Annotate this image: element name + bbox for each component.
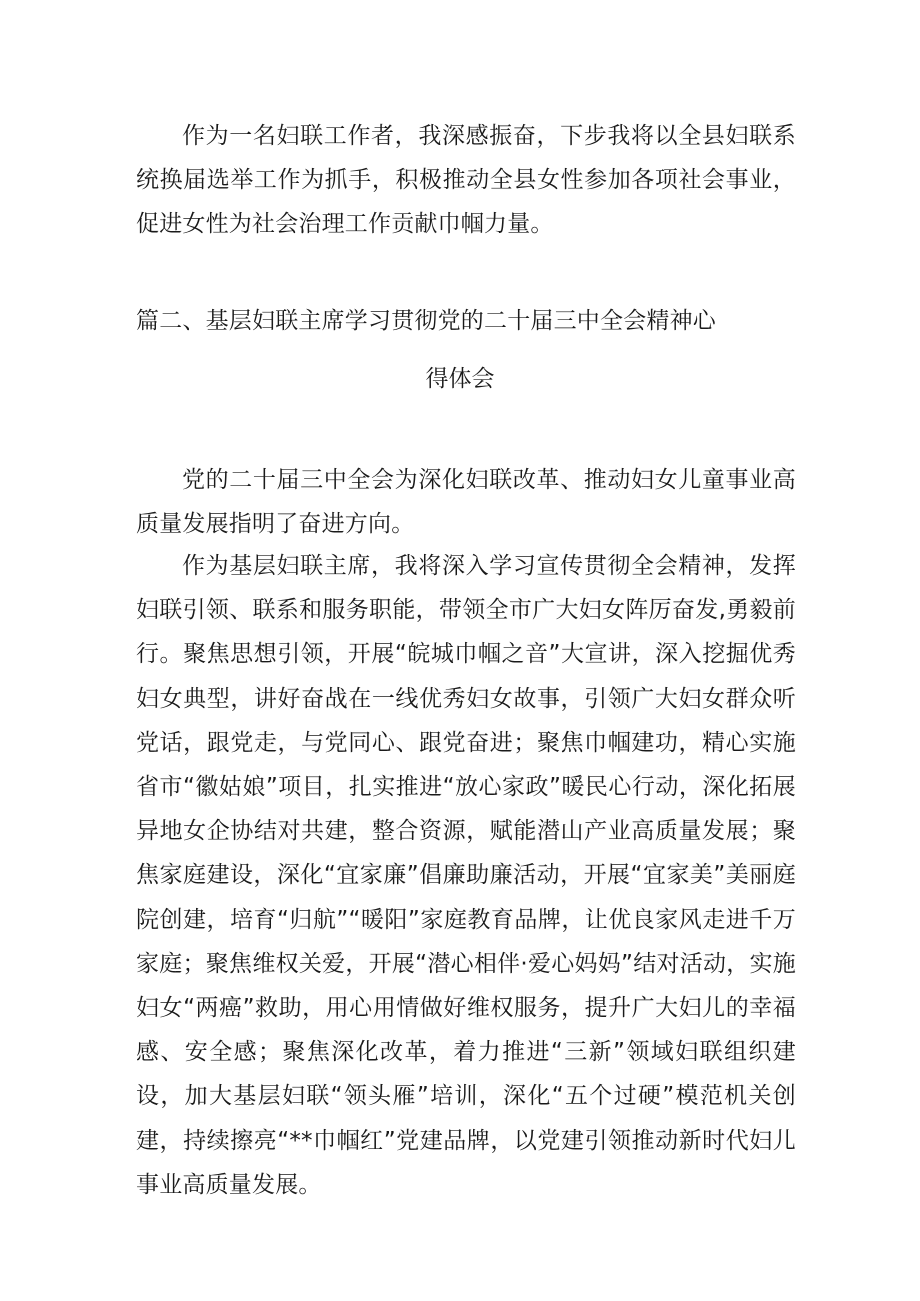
- section-heading-line-2: 得体会: [425, 366, 495, 392]
- paragraph-intro-conclusion: 作为一名妇联工作者，我深感振奋，下步我将以全县妇联系统换届选举工作为抓手，积极推动全县女性参加各项社会事业，促进女性为社会治理工作贡献巾帼力量。: [136, 123, 796, 238]
- section-heading-line-1: 篇二、基层妇联主席学习贯彻党的二十届三中全会精神心: [136, 308, 716, 334]
- paragraph-body: 作为基层妇联主席，我将深入学习宣传贯彻全会精神，发挥妇联引领、联系和服务职能，带领全市广大妇女阵厉奋发,勇毅前行。聚焦思想引领，开展“皖城巾帼之音”大宣讲，深入挖掘优秀妇女典型，讲好奋战在一线优秀妇女故事，引领广大妇女群众听党话，跟党走，与党同心、跟党奋进；聚焦巾帼建功，精心实施省市“徽姑娘”项目，扎实推进“放心家政”暖民心行动，深化拓展异地女企协结对共建，整合资源，赋能潜山产业高质量发展；聚焦家庭建设，深化“宜家廉”倡廉助廉活动，开展“宜家美”美丽庭院创建，培育“归航”“暖阳”家庭教育品牌，让优良家风走进千万家庭；聚焦维权关爱，开展“潜心相伴·爱心妈妈”结对活动，实施妇女“两癌”救助，用心用情做好维权服务，提升广大妇儿的幸福感、安全感；聚焦深化改革，着力推进“三新”领域妇联组织建设，加大基层妇联“领头雁”培训，深化“五个过硬”模范机关创建，持续擦亮“**巾帼红”党建品牌，以党建引领推动新时代妇儿事业高质量发展。: [136, 553, 796, 1198]
- paragraph-opening: 党的二十届三中全会为深化妇联改革、推动妇女儿童事业高质量发展指明了奋进方向。: [136, 467, 796, 538]
